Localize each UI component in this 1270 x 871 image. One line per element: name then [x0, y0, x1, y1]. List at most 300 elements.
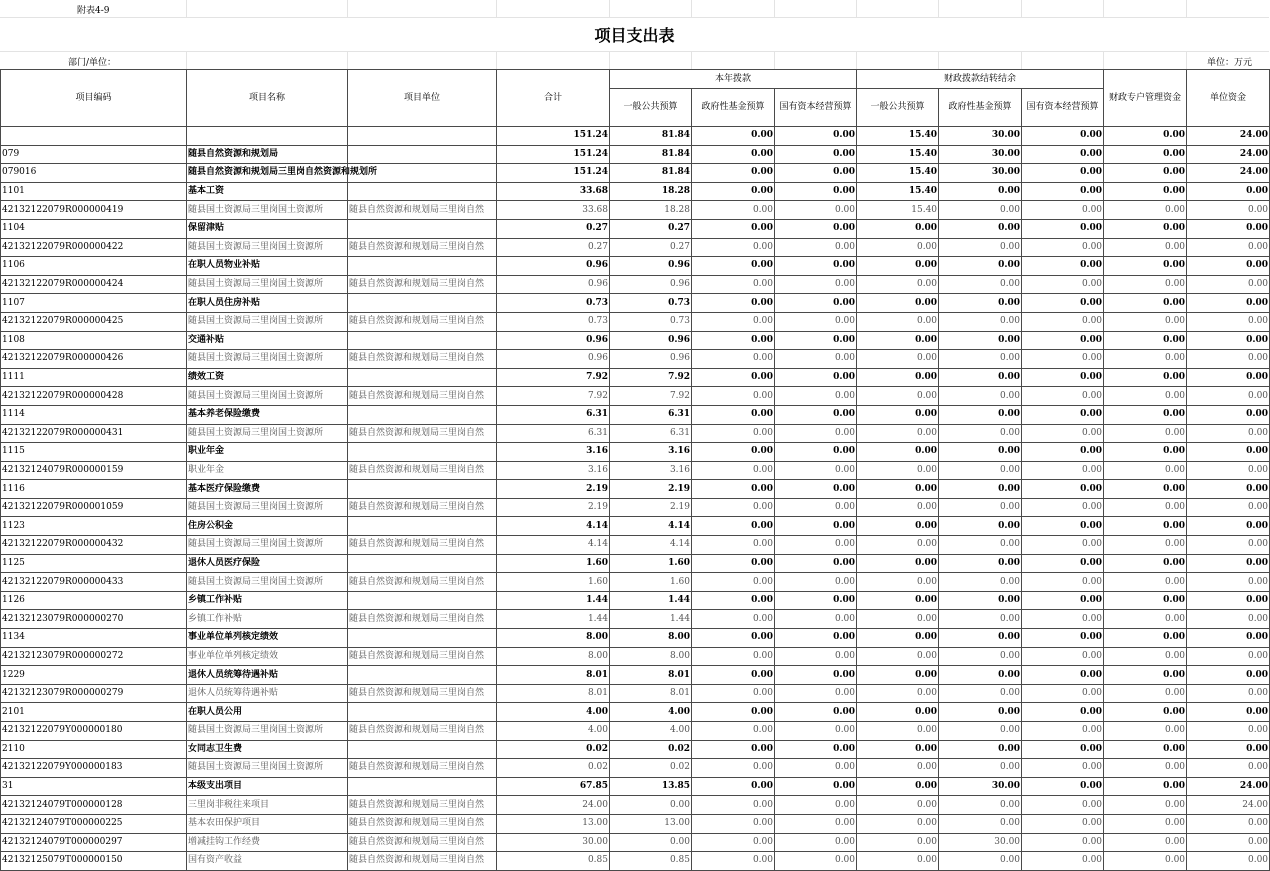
value-cell: 0.00 — [1104, 480, 1187, 499]
value-cell: 0.00 — [1187, 201, 1270, 220]
table-row — [1, 405, 1270, 424]
value-cell: 0.00 — [1104, 536, 1187, 555]
value-cell: 81.84 — [610, 127, 692, 146]
value-cell: 0.00 — [1187, 219, 1270, 238]
value-cell: 0.00 — [857, 405, 939, 424]
value-cell: 0.00 — [775, 703, 857, 722]
value-cell: 0.96 — [497, 331, 610, 350]
value-cell: 24.00 — [1187, 127, 1270, 146]
value-cell: 30.00 — [497, 833, 610, 852]
value-cell: 0.00 — [1022, 759, 1104, 778]
table-row — [1, 740, 1270, 759]
value-cell: 0.00 — [1104, 554, 1187, 573]
value-cell: 4.14 — [610, 536, 692, 555]
value-cell: 0.73 — [610, 294, 692, 313]
name-cell: 随县国土资源局三里岗国土资源所 — [187, 275, 348, 294]
value-cell: 0.00 — [1104, 164, 1187, 183]
value-cell: 0.00 — [692, 238, 775, 257]
value-cell: 2.19 — [610, 480, 692, 499]
value-cell: 2.19 — [497, 498, 610, 517]
value-cell: 0.00 — [1104, 275, 1187, 294]
value-cell: 0.00 — [1104, 573, 1187, 592]
name-cell: 退休人员医疗保险 — [187, 554, 348, 573]
value-cell: 33.68 — [497, 201, 610, 220]
value-cell: 0.00 — [939, 257, 1022, 276]
value-cell: 0.00 — [1022, 443, 1104, 462]
name-cell: 乡镇工作补贴 — [187, 591, 348, 610]
name-cell: 基本工资 — [187, 182, 348, 201]
value-cell: 0.00 — [775, 443, 857, 462]
value-cell: 0.00 — [775, 164, 857, 183]
value-cell: 0.00 — [1104, 127, 1187, 146]
value-cell: 24.00 — [497, 796, 610, 815]
value-cell: 0.00 — [1104, 387, 1187, 406]
value-cell: 0.27 — [497, 238, 610, 257]
table-row — [1, 127, 1270, 146]
value-cell: 0.00 — [775, 219, 857, 238]
value-cell: 0.00 — [939, 201, 1022, 220]
value-cell: 0.00 — [1104, 610, 1187, 629]
value-cell: 0.00 — [692, 554, 775, 573]
value-cell: 30.00 — [939, 127, 1022, 146]
value-cell: 0.00 — [1187, 610, 1270, 629]
value-cell: 0.00 — [939, 443, 1022, 462]
value-cell: 0.00 — [1104, 777, 1187, 796]
value-cell: 18.28 — [610, 201, 692, 220]
value-cell: 0.00 — [857, 238, 939, 257]
header-carryover: 财政拨款结转结余 — [857, 70, 1104, 89]
value-cell: 0.00 — [775, 461, 857, 480]
value-cell: 0.00 — [1104, 461, 1187, 480]
value-cell: 0.00 — [692, 759, 775, 778]
value-cell: 0.00 — [1022, 647, 1104, 666]
value-cell: 0.27 — [610, 238, 692, 257]
value-cell: 0.00 — [857, 777, 939, 796]
value-cell: 8.01 — [497, 684, 610, 703]
value-cell: 24.00 — [1187, 796, 1270, 815]
value-cell: 0.00 — [692, 219, 775, 238]
value-cell: 0.00 — [692, 350, 775, 369]
unit-cell: 随县自然资源和规划局三里岗自然 — [348, 201, 497, 220]
unit-cell: 随县自然资源和规划局三里岗自然 — [348, 536, 497, 555]
value-cell: 0.00 — [857, 219, 939, 238]
value-cell: 0.00 — [857, 517, 939, 536]
code-cell: 42132122079R000000426 — [1, 350, 187, 369]
unit-cell: 随县自然资源和规划局三里岗自然 — [348, 498, 497, 517]
value-cell: 0.00 — [692, 684, 775, 703]
value-cell: 0.00 — [692, 498, 775, 517]
value-cell: 0.00 — [857, 368, 939, 387]
value-cell: 0.96 — [497, 257, 610, 276]
value-cell: 0.00 — [692, 833, 775, 852]
value-cell: 0.00 — [857, 591, 939, 610]
unit-cell — [348, 666, 497, 685]
code-cell: 42132124079R000000159 — [1, 461, 187, 480]
table-row — [1, 294, 1270, 313]
value-cell: 1.44 — [497, 591, 610, 610]
value-cell: 0.00 — [939, 610, 1022, 629]
code-cell — [1, 127, 187, 146]
value-cell: 0.00 — [939, 666, 1022, 685]
value-cell: 0.27 — [610, 219, 692, 238]
header-gov-fund: 政府性基金预算 — [692, 89, 775, 127]
unit-cell — [348, 517, 497, 536]
unit-cell — [348, 182, 497, 201]
value-cell: 0.00 — [1104, 331, 1187, 350]
unit-cell: 随县自然资源和规划局三里岗自然 — [348, 796, 497, 815]
code-cell: 1134 — [1, 629, 187, 648]
value-cell: 0.00 — [692, 312, 775, 331]
value-cell: 6.31 — [497, 405, 610, 424]
name-cell: 随县国土资源局三里岗国土资源所 — [187, 387, 348, 406]
value-cell: 0.00 — [1022, 201, 1104, 220]
name-cell: 基本农田保护项目 — [187, 814, 348, 833]
value-cell: 0.00 — [1187, 461, 1270, 480]
value-cell: 0.00 — [775, 536, 857, 555]
value-cell: 0.00 — [1104, 591, 1187, 610]
table-row — [1, 610, 1270, 629]
value-cell: 0.00 — [1187, 182, 1270, 201]
value-cell: 0.00 — [939, 350, 1022, 369]
value-cell: 0.00 — [692, 443, 775, 462]
value-cell: 0.00 — [939, 629, 1022, 648]
value-cell: 0.00 — [1104, 722, 1187, 741]
unit-cell — [348, 629, 497, 648]
value-cell: 0.96 — [610, 257, 692, 276]
code-cell: 42132122079R000000425 — [1, 312, 187, 331]
dept-label: 部门/单位： — [68, 58, 117, 68]
name-cell: 随县国土资源局三里岗国土资源所 — [187, 759, 348, 778]
value-cell: 1.44 — [610, 610, 692, 629]
value-cell: 0.00 — [857, 424, 939, 443]
value-cell: 0.02 — [497, 740, 610, 759]
value-cell: 0.00 — [1104, 145, 1187, 164]
value-cell: 151.24 — [497, 145, 610, 164]
code-cell: 1126 — [1, 591, 187, 610]
value-cell: 0.00 — [1104, 666, 1187, 685]
table-row — [1, 387, 1270, 406]
unit-cell: 随县自然资源和规划局三里岗自然 — [348, 312, 497, 331]
value-cell: 0.00 — [775, 145, 857, 164]
table-row — [1, 201, 1270, 220]
table-row — [1, 443, 1270, 462]
value-cell: 0.00 — [1022, 127, 1104, 146]
value-cell: 0.00 — [1187, 443, 1270, 462]
value-cell: 0.00 — [1022, 238, 1104, 257]
value-cell: 0.00 — [1187, 331, 1270, 350]
table-row — [1, 814, 1270, 833]
value-cell: 0.00 — [1187, 591, 1270, 610]
code-cell: 2101 — [1, 703, 187, 722]
code-cell: 42132122079R000000422 — [1, 238, 187, 257]
value-cell: 1.60 — [497, 554, 610, 573]
name-cell: 交通补贴 — [187, 331, 348, 350]
value-cell: 0.00 — [1187, 257, 1270, 276]
value-cell: 0.00 — [692, 294, 775, 313]
value-cell: 1.60 — [610, 573, 692, 592]
header-total: 合计 — [497, 70, 610, 127]
header-carry-state-capital: 国有资本经营预算 — [1022, 89, 1104, 127]
name-cell: 职业年金 — [187, 461, 348, 480]
value-cell: 0.73 — [497, 312, 610, 331]
value-cell: 0.00 — [775, 647, 857, 666]
unit-cell — [348, 703, 497, 722]
value-cell: 0.00 — [857, 443, 939, 462]
value-cell: 0.00 — [1104, 833, 1187, 852]
code-cell: 1101 — [1, 182, 187, 201]
value-cell: 0.00 — [610, 833, 692, 852]
value-cell: 0.00 — [857, 833, 939, 852]
value-cell: 0.00 — [692, 480, 775, 499]
name-cell: 随县国土资源局三里岗国土资源所 — [187, 498, 348, 517]
value-cell: 0.00 — [775, 684, 857, 703]
value-cell: 0.00 — [1104, 629, 1187, 648]
value-cell: 0.00 — [1187, 536, 1270, 555]
value-cell: 0.00 — [1104, 368, 1187, 387]
value-cell: 0.00 — [857, 387, 939, 406]
code-cell: 1104 — [1, 219, 187, 238]
value-cell: 0.00 — [775, 833, 857, 852]
value-cell: 0.00 — [1022, 610, 1104, 629]
unit-cell — [348, 145, 497, 164]
value-cell: 0.00 — [939, 219, 1022, 238]
value-cell: 15.40 — [857, 145, 939, 164]
name-cell: 随县国土资源局三里岗国土资源所 — [187, 573, 348, 592]
value-cell: 0.00 — [1104, 740, 1187, 759]
code-cell: 42132123079R000000279 — [1, 684, 187, 703]
value-cell: 0.00 — [939, 387, 1022, 406]
value-cell: 0.00 — [857, 480, 939, 499]
value-cell: 0.00 — [1022, 536, 1104, 555]
value-cell: 0.00 — [939, 722, 1022, 741]
code-cell: 42132124079T000000128 — [1, 796, 187, 815]
unit-cell — [348, 480, 497, 499]
value-cell: 0.00 — [1104, 350, 1187, 369]
value-cell: 8.01 — [610, 684, 692, 703]
value-cell: 81.84 — [610, 164, 692, 183]
value-cell: 0.00 — [939, 498, 1022, 517]
name-cell: 随县国土资源局三里岗国土资源所 — [187, 312, 348, 331]
table-row — [1, 833, 1270, 852]
value-cell: 0.00 — [1187, 629, 1270, 648]
value-cell: 4.00 — [497, 722, 610, 741]
value-cell: 0.73 — [610, 312, 692, 331]
value-cell: 0.00 — [1104, 405, 1187, 424]
code-cell: 1229 — [1, 666, 187, 685]
name-cell: 基本养老保险缴费 — [187, 405, 348, 424]
value-cell: 0.00 — [939, 591, 1022, 610]
value-cell: 0.00 — [1022, 573, 1104, 592]
value-cell: 0.00 — [857, 814, 939, 833]
value-cell: 0.00 — [775, 387, 857, 406]
value-cell: 0.00 — [1022, 350, 1104, 369]
name-cell: 随县国土资源局三里岗国土资源所 — [187, 424, 348, 443]
value-cell: 0.00 — [1022, 852, 1104, 871]
value-cell: 24.00 — [1187, 164, 1270, 183]
value-cell: 0.00 — [1187, 666, 1270, 685]
table-row — [1, 684, 1270, 703]
value-cell: 7.92 — [497, 387, 610, 406]
name-cell: 随县国土资源局三里岗国土资源所 — [187, 238, 348, 257]
code-cell: 42132124079T000000297 — [1, 833, 187, 852]
value-cell: 3.16 — [497, 443, 610, 462]
table-row — [1, 145, 1270, 164]
value-cell: 0.00 — [1022, 833, 1104, 852]
value-cell: 0.73 — [497, 294, 610, 313]
value-cell: 151.24 — [497, 127, 610, 146]
code-cell: 1114 — [1, 405, 187, 424]
value-cell: 1.60 — [610, 554, 692, 573]
code-cell: 42132122079R000000424 — [1, 275, 187, 294]
table-row — [1, 852, 1270, 871]
value-cell: 0.00 — [1022, 814, 1104, 833]
value-cell: 0.00 — [692, 387, 775, 406]
value-cell: 0.00 — [939, 480, 1022, 499]
value-cell: 0.00 — [939, 405, 1022, 424]
value-cell: 4.14 — [610, 517, 692, 536]
table-row — [1, 257, 1270, 276]
value-cell: 0.00 — [775, 312, 857, 331]
value-cell: 0.00 — [1022, 294, 1104, 313]
value-cell: 0.00 — [1104, 498, 1187, 517]
name-cell: 随县国土资源局三里岗国土资源所 — [187, 536, 348, 555]
value-cell: 0.00 — [775, 275, 857, 294]
value-cell: 7.92 — [610, 368, 692, 387]
value-cell: 0.96 — [610, 275, 692, 294]
unit-cell — [348, 554, 497, 573]
value-cell: 0.00 — [692, 666, 775, 685]
value-cell: 0.00 — [1187, 480, 1270, 499]
value-cell: 0.00 — [775, 573, 857, 592]
header-carry-gov-fund: 政府性基金预算 — [939, 89, 1022, 127]
table-row — [1, 647, 1270, 666]
value-cell: 2.19 — [610, 498, 692, 517]
value-cell: 0.00 — [857, 257, 939, 276]
code-cell: 42132124079T000000225 — [1, 814, 187, 833]
value-cell: 0.00 — [1187, 740, 1270, 759]
name-cell: 乡镇工作补贴 — [187, 610, 348, 629]
project-expenditure-table — [0, 69, 1270, 871]
value-cell: 0.00 — [1187, 424, 1270, 443]
value-cell: 0.00 — [1104, 852, 1187, 871]
value-cell: 0.00 — [939, 647, 1022, 666]
header-current-year-allocation: 本年拨款 — [610, 70, 857, 89]
value-cell: 0.00 — [1187, 368, 1270, 387]
table-row — [1, 573, 1270, 592]
name-cell: 在职人员公用 — [187, 703, 348, 722]
unit-cell — [348, 368, 497, 387]
name-cell: 增减挂钩工作经费 — [187, 833, 348, 852]
value-cell: 0.00 — [1104, 257, 1187, 276]
value-cell: 0.00 — [1022, 387, 1104, 406]
value-cell: 0.27 — [497, 219, 610, 238]
value-cell: 0.00 — [775, 759, 857, 778]
value-cell: 0.00 — [857, 554, 939, 573]
value-cell: 0.00 — [692, 275, 775, 294]
unit-cell — [348, 443, 497, 462]
value-cell: 8.00 — [497, 647, 610, 666]
value-cell: 0.00 — [1187, 238, 1270, 257]
value-cell: 0.00 — [857, 852, 939, 871]
table-row — [1, 331, 1270, 350]
name-cell: 随县国土资源局三里岗国土资源所 — [187, 722, 348, 741]
value-cell: 0.00 — [939, 517, 1022, 536]
value-cell: 0.00 — [1104, 517, 1187, 536]
value-cell: 0.00 — [692, 405, 775, 424]
code-cell: 42132122079Y000000183 — [1, 759, 187, 778]
code-cell: 42132122079R000001059 — [1, 498, 187, 517]
value-cell: 0.00 — [1187, 554, 1270, 573]
value-cell: 0.00 — [1104, 703, 1187, 722]
value-cell: 0.00 — [1187, 312, 1270, 331]
value-cell: 0.00 — [939, 740, 1022, 759]
value-cell: 0.00 — [857, 759, 939, 778]
value-cell: 0.00 — [775, 740, 857, 759]
value-cell: 1.44 — [497, 610, 610, 629]
unit-cell: 随县自然资源和规划局三里岗自然 — [348, 350, 497, 369]
unit-cell — [348, 219, 497, 238]
value-cell: 4.00 — [497, 703, 610, 722]
table-row — [1, 368, 1270, 387]
value-cell: 0.00 — [1022, 684, 1104, 703]
value-cell: 0.00 — [939, 312, 1022, 331]
value-cell: 0.00 — [775, 498, 857, 517]
code-cell: 079 — [1, 145, 187, 164]
value-cell: 0.00 — [1022, 257, 1104, 276]
name-cell: 在职人员物业补贴 — [187, 257, 348, 276]
value-cell: 0.00 — [692, 461, 775, 480]
value-cell: 0.00 — [1187, 722, 1270, 741]
table-row — [1, 219, 1270, 238]
value-cell: 0.00 — [1022, 666, 1104, 685]
code-cell: 42132122079R000000432 — [1, 536, 187, 555]
value-cell: 0.00 — [1022, 331, 1104, 350]
value-cell: 3.16 — [610, 461, 692, 480]
value-cell: 0.00 — [1187, 405, 1270, 424]
value-cell: 0.00 — [1022, 219, 1104, 238]
value-cell: 0.00 — [939, 703, 1022, 722]
table-row — [1, 350, 1270, 369]
value-cell: 0.00 — [1104, 201, 1187, 220]
value-cell: 0.00 — [1104, 424, 1187, 443]
value-cell: 0.00 — [1022, 796, 1104, 815]
value-cell: 0.00 — [857, 331, 939, 350]
name-cell: 国有资产收益 — [187, 852, 348, 871]
table-row — [1, 666, 1270, 685]
value-cell: 0.00 — [1104, 814, 1187, 833]
code-cell: 1116 — [1, 480, 187, 499]
value-cell: 4.14 — [497, 517, 610, 536]
table-row — [1, 312, 1270, 331]
unit-cell — [348, 257, 497, 276]
value-cell: 0.00 — [1187, 498, 1270, 517]
value-cell: 0.00 — [1187, 275, 1270, 294]
value-cell: 0.00 — [775, 814, 857, 833]
sheet-top-area — [0, 0, 1269, 69]
value-cell: 0.00 — [692, 201, 775, 220]
value-cell: 0.00 — [1022, 629, 1104, 648]
name-cell: 退休人员统筹待遇补贴 — [187, 666, 348, 685]
value-cell: 0.96 — [497, 350, 610, 369]
value-cell: 0.00 — [857, 536, 939, 555]
unit-cell: 随县自然资源和规划局三里岗自然 — [348, 684, 497, 703]
value-cell: 0.00 — [775, 591, 857, 610]
value-cell: 0.00 — [1104, 238, 1187, 257]
value-cell: 0.00 — [1187, 647, 1270, 666]
value-cell: 0.00 — [1187, 759, 1270, 778]
value-cell: 0.00 — [775, 368, 857, 387]
value-cell: 0.00 — [692, 740, 775, 759]
